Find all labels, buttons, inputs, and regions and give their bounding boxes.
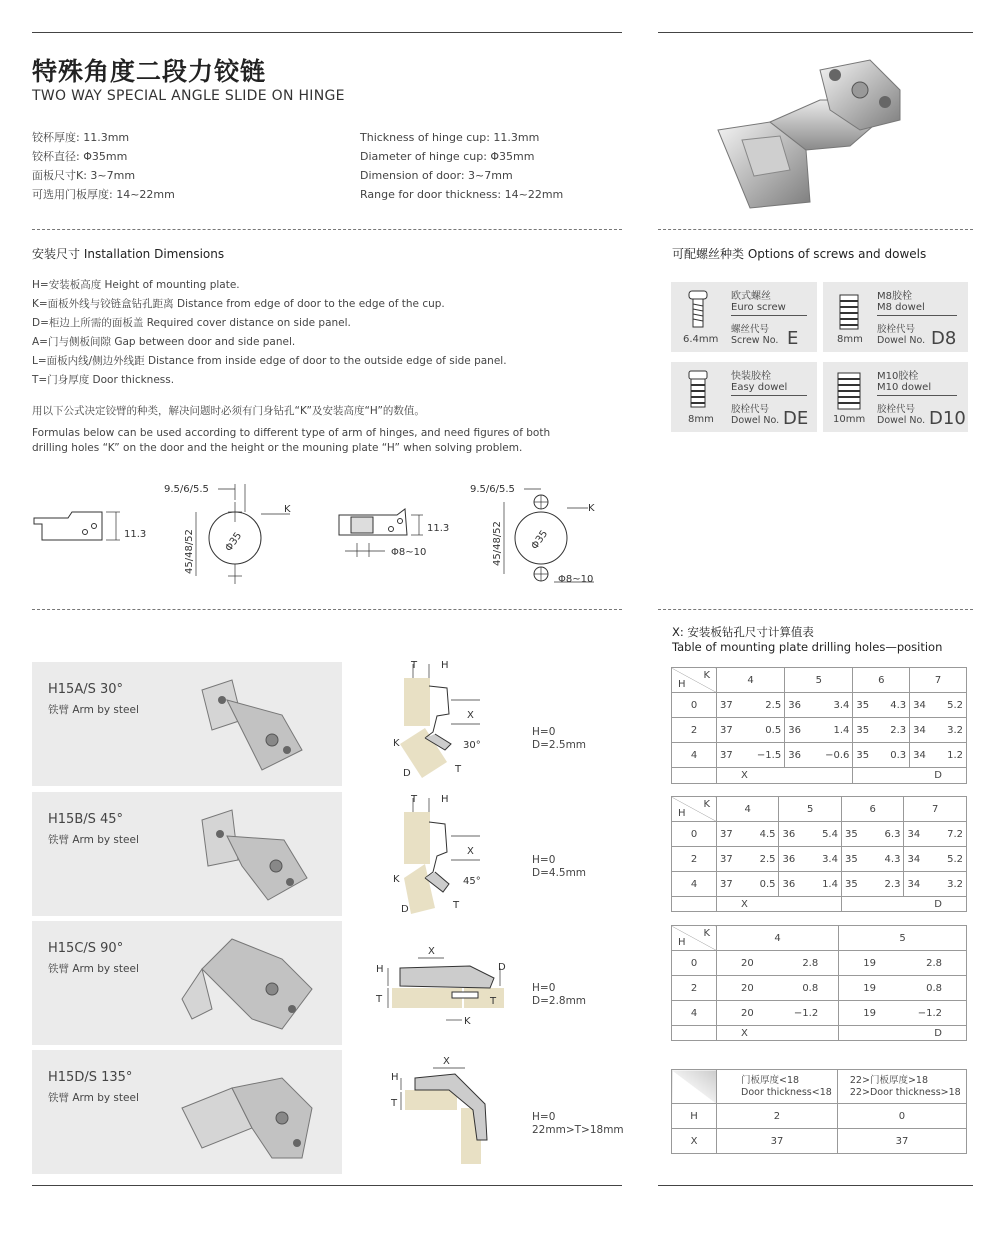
dim-phi35b: Φ35	[529, 528, 551, 552]
h-cell: 0	[672, 951, 717, 976]
table-footer-row	[672, 768, 967, 784]
m10-dowel-icon	[835, 372, 863, 410]
row-label: X	[672, 1129, 717, 1154]
code-label-en: Screw No.	[731, 335, 779, 346]
x-cell: 37	[717, 743, 743, 768]
screw-option-easy	[671, 362, 817, 432]
letter-t: T	[411, 794, 418, 805]
d-value: D=2.5mm	[532, 739, 587, 751]
k-col: 7	[904, 797, 967, 822]
screw-name-en: M10 dowel	[877, 382, 932, 393]
d-cell: 1.2	[936, 743, 967, 768]
product-h-d	[532, 854, 586, 880]
screw-size: 6.4mm	[683, 334, 719, 345]
hinge-photo-h15c	[172, 929, 332, 1039]
k-col: 5	[779, 797, 841, 822]
bottom-rule-left	[32, 1185, 622, 1186]
spec-line: 面板尺寸K: 3~7mm	[32, 169, 136, 182]
specs-en	[360, 128, 563, 204]
x-cell: 35	[853, 693, 879, 718]
x-cell: 36	[785, 693, 811, 718]
table-row	[672, 693, 967, 718]
screw-name	[877, 371, 957, 396]
table-title-en: Table of mounting plate drilling holes—position	[672, 640, 943, 654]
col-thin-cn: 门板厚度<18	[741, 1074, 800, 1086]
x-cell: 37	[717, 693, 743, 718]
angle-30: 30°	[463, 740, 481, 751]
col-thick	[837, 1070, 966, 1104]
screw-name-cn: 欧式螺丝	[731, 291, 771, 302]
product-arm: 铁臂 Arm by steel	[48, 834, 139, 846]
x-cell: 37	[717, 822, 746, 847]
easy-dowel-icon	[686, 370, 710, 410]
screw-code-label	[877, 404, 925, 426]
d-cell: 3.2	[936, 718, 967, 743]
x-cell: 37	[717, 718, 743, 743]
x-cell: 36	[785, 743, 811, 768]
d-cell: −1.5	[743, 743, 785, 768]
dim-11-3b: 11.3	[427, 523, 450, 534]
code-label-cn: 螺丝代号	[731, 324, 770, 335]
letter-k: K	[393, 874, 400, 885]
h-cell: 0	[672, 693, 717, 718]
d-label: D	[841, 897, 966, 912]
dim-k-b: K	[588, 503, 595, 514]
k-col: 4	[717, 797, 779, 822]
corner-cell	[672, 668, 717, 693]
table-row	[672, 718, 967, 743]
table-row	[672, 743, 967, 768]
h-cell: 4	[672, 872, 717, 897]
drilling-table-90	[671, 925, 967, 1041]
product-arm: 铁臂 Arm by steel	[48, 1092, 139, 1104]
d-label: D	[839, 1026, 967, 1041]
letter-h: H	[441, 794, 449, 805]
product-card-h15a	[32, 662, 342, 786]
screw-code-label	[731, 324, 778, 346]
value-cell: 37	[717, 1129, 838, 1154]
product-arm: 铁臂 Arm by steel	[48, 963, 139, 975]
drilling-table-30	[671, 667, 967, 784]
d-cell: 2.8	[895, 951, 967, 976]
x-cell: 35	[853, 743, 879, 768]
install-diagram-45	[385, 792, 495, 916]
h-value: H=0	[532, 726, 556, 738]
screw-option-euro	[671, 282, 817, 352]
x-cell: 36	[779, 822, 808, 847]
d-value: D=4.5mm	[532, 867, 587, 879]
screw-name	[877, 291, 957, 316]
definitions-list	[32, 276, 507, 390]
top-rule-left	[32, 32, 622, 33]
corner-cell	[672, 1070, 717, 1104]
product-model: H15B/S 45°	[48, 812, 124, 827]
value-cell: 37	[837, 1129, 966, 1154]
dim-45-48: 45/48/52	[184, 529, 195, 574]
divider	[32, 609, 622, 610]
screw-option-m8	[823, 282, 968, 352]
x-cell: 34	[904, 847, 933, 872]
d-cell: 4.3	[870, 847, 904, 872]
screw-name-en: Easy dowel	[731, 382, 788, 393]
dim-11-3: 11.3	[124, 529, 147, 540]
install-diagram-30	[385, 658, 495, 778]
code-label-en: Dowel No.	[731, 415, 780, 426]
d-cell: 0.8	[772, 976, 838, 1001]
x-cell: 20	[717, 951, 773, 976]
product-h-d	[532, 982, 586, 1008]
x-cell: 36	[785, 718, 811, 743]
x-cell: 35	[841, 847, 870, 872]
screw-name-cn: 快装胶栓	[731, 371, 771, 382]
d-cell: 7.2	[933, 822, 967, 847]
dim-9-5b: 9.5/6/5.5	[470, 484, 515, 495]
letter-t: T	[391, 1098, 398, 1109]
screw-name-en: M8 dowel	[877, 302, 925, 313]
table-row	[672, 976, 967, 1001]
screw-name	[731, 371, 807, 396]
note-en-line: drilling holes “K” on the door and the height or the mouning plate “H” when solving problem.	[32, 442, 523, 454]
d-cell: 0.5	[745, 872, 779, 897]
h-value: H=0	[532, 854, 556, 866]
d-label: D	[853, 768, 967, 784]
x-cell: 19	[839, 976, 895, 1001]
product-h-d	[532, 726, 586, 752]
screw-code: D10	[929, 408, 966, 429]
x-cell: 19	[839, 1001, 895, 1026]
page-title-cn: 特殊角度二段力铰链	[32, 57, 267, 86]
dim-phi8b: Φ8~10	[558, 574, 594, 585]
code-label-cn: 胶栓代号	[731, 404, 770, 415]
h-label: H	[678, 808, 686, 819]
letter-k: K	[393, 738, 400, 749]
x-cell: 34	[910, 693, 936, 718]
h-cell: 2	[672, 718, 717, 743]
table-row	[672, 1129, 967, 1154]
screw-name-cn: M10胶栓	[877, 371, 919, 382]
spec-line: Diameter of hinge cup: Φ35mm	[360, 150, 535, 163]
divider	[658, 609, 973, 610]
hinge-photo-h15b	[172, 800, 332, 910]
spec-line: Thickness of hinge cup: 11.3mm	[360, 131, 540, 144]
hinge-photo-h15a	[172, 670, 332, 780]
k-label: K	[703, 928, 710, 939]
x-cell: 36	[779, 847, 808, 872]
x-cell: 35	[841, 872, 870, 897]
x-cell: 20	[717, 1001, 773, 1026]
corner-cell	[672, 797, 717, 822]
value-cell: 2	[717, 1104, 838, 1129]
d-cell: 2.3	[870, 872, 904, 897]
spec-line: 可选用门板厚度: 14~22mm	[32, 188, 175, 201]
screw-code-label	[731, 404, 779, 426]
h-label: H	[678, 937, 686, 948]
d-cell: 0.5	[743, 718, 785, 743]
x-cell: 34	[910, 743, 936, 768]
x-cell: 20	[717, 976, 773, 1001]
definition-item: H=安装板高度 Height of mounting plate.	[32, 279, 240, 291]
h-label: H	[678, 679, 686, 690]
letter-x: X	[428, 946, 435, 957]
letter-h: H	[391, 1072, 399, 1083]
x-label: X	[717, 768, 853, 784]
table-row	[672, 951, 967, 976]
d-cell: 5.2	[936, 693, 967, 718]
top-rule-right	[658, 32, 973, 33]
k-col: 6	[853, 668, 910, 693]
drilling-table-45	[671, 796, 967, 912]
letter-h: H	[376, 964, 384, 975]
spec-line: Dimension of door: 3~7mm	[360, 169, 513, 182]
cup-top-drawing-1	[160, 480, 310, 590]
x-cell: 35	[853, 718, 879, 743]
table-footer-row	[672, 897, 967, 912]
cup-side-drawing-2	[335, 505, 475, 565]
note-en	[32, 426, 550, 456]
install-diagram-135	[385, 1050, 505, 1170]
letter-h: H	[441, 660, 449, 671]
code-label-en: Dowel No.	[877, 415, 926, 426]
table-row	[672, 1001, 967, 1026]
screw-name-cn: M8胶栓	[877, 291, 912, 302]
h-cell: 4	[672, 1001, 717, 1026]
d-cell: −1.2	[772, 1001, 838, 1026]
cup-side-drawing-1	[30, 500, 160, 560]
d-cell: 4.3	[879, 693, 910, 718]
h-cell: 2	[672, 847, 717, 872]
specs-cn	[32, 128, 175, 204]
x-cell: 34	[904, 822, 933, 847]
screws-heading: 可配螺丝种类 Options of screws and dowels	[672, 247, 927, 261]
x-label: X	[717, 1026, 839, 1041]
d-cell: −1.2	[895, 1001, 967, 1026]
d-cell: 4.5	[745, 822, 779, 847]
d-cell: 0.8	[895, 976, 967, 1001]
col-thick-en: 22>Door thickness>18	[849, 1086, 961, 1098]
note-cn: 用以下公式决定铰臂的种类，解决问题时必须有门身钻孔“K”及安装高度“H”的数值。	[32, 405, 425, 417]
definition-item: L=面板内线/侧边外线距 Distance from inside edge of door to the outside edge of side panel.	[32, 355, 507, 367]
letter-x: X	[467, 846, 474, 857]
screw-size: 8mm	[837, 334, 863, 345]
k-col: 5	[785, 668, 853, 693]
d-cell: −0.6	[811, 743, 853, 768]
k-label: K	[703, 799, 710, 810]
product-arm: 铁臂 Arm by steel	[48, 704, 139, 716]
col-thick-cn: 22>门板厚度>18	[849, 1074, 928, 1086]
k-col: 4	[717, 926, 839, 951]
definition-item: D=柜边上所需的面板盖 Required cover distance on side panel.	[32, 317, 351, 329]
letter-d: D	[401, 904, 409, 915]
product-model: H15D/S 135°	[48, 1070, 133, 1085]
table-header-row	[672, 926, 967, 951]
letter-k: K	[464, 1016, 471, 1027]
letter-t: T	[376, 994, 383, 1005]
letter-t2: T	[453, 900, 460, 911]
code-label-cn: 胶栓代号	[877, 324, 916, 335]
table-row	[672, 847, 967, 872]
screw-option-m10	[823, 362, 968, 432]
spec-line: 铰杯直径: Φ35mm	[32, 150, 128, 163]
x-cell: 34	[904, 872, 933, 897]
letter-d: D	[498, 962, 506, 973]
screw-size: 10mm	[833, 414, 866, 425]
letter-t2: T	[455, 764, 462, 775]
d-cell: 2.5	[743, 693, 785, 718]
x-label: X	[717, 897, 842, 912]
table-row	[672, 1104, 967, 1129]
table-title	[672, 625, 942, 655]
screw-size: 8mm	[688, 414, 714, 425]
table-footer-row	[672, 1026, 967, 1041]
h-cell: 2	[672, 976, 717, 1001]
m8-dowel-icon	[837, 294, 861, 330]
dim-phi35: Φ35	[223, 530, 245, 554]
code-label-cn: 胶栓代号	[877, 404, 916, 415]
x-cell: 37	[717, 872, 746, 897]
k-col: 6	[841, 797, 903, 822]
row-label: H	[672, 1104, 717, 1129]
note-en-line: Formulas below can be used according to different type of arm of hinges, and need figures of both	[32, 427, 551, 439]
table-row	[672, 822, 967, 847]
install-diagram-90	[370, 940, 515, 1030]
spec-line: Range for door thickness: 14~22mm	[360, 188, 564, 201]
code-label-en: Dowel No.	[877, 335, 926, 346]
screw-code-label	[877, 324, 925, 346]
d-cell: 3.4	[811, 693, 853, 718]
spec-line: 铰杯厚度: 11.3mm	[32, 131, 130, 144]
product-model: H15A/S 30°	[48, 682, 124, 697]
h-cell: 4	[672, 743, 717, 768]
page-title-en: TWO WAY SPECIAL ANGLE SLIDE ON HINGE	[32, 88, 345, 104]
table-header-row	[672, 1070, 967, 1104]
table-header-row	[672, 797, 967, 822]
table-row	[672, 872, 967, 897]
d-cell: 2.8	[772, 951, 838, 976]
h-cell: 0	[672, 822, 717, 847]
product-h-d	[532, 1111, 624, 1137]
hinge-photo-h15d	[172, 1058, 332, 1168]
product-model: H15C/S 90°	[48, 941, 124, 956]
k-col: 5	[839, 926, 967, 951]
value-cell: 0	[837, 1104, 966, 1129]
d-cell: 2.5	[745, 847, 779, 872]
k-label: K	[703, 670, 710, 681]
definition-item: K=面板外线与铰链盒钻孔距离 Distance from edge of door to the edge of the cup.	[32, 298, 445, 310]
col-thin	[717, 1070, 838, 1104]
d-value: 22mm>T>18mm	[532, 1124, 624, 1136]
product-card-h15c	[32, 921, 342, 1045]
euro-screw-icon	[686, 290, 710, 330]
letter-t: T	[411, 660, 418, 671]
x-cell: 19	[839, 951, 895, 976]
divider	[658, 229, 973, 230]
product-card-h15b	[32, 792, 342, 916]
d-cell: 1.4	[811, 718, 853, 743]
screw-name	[731, 291, 807, 316]
table-title-cn: X: 安装板钻孔尺寸计算值表	[672, 625, 814, 639]
dim-phi8: Φ8~10	[391, 547, 427, 558]
k-col: 7	[910, 668, 967, 693]
d-cell: 3.2	[933, 872, 967, 897]
d-cell: 0.3	[879, 743, 910, 768]
col-thin-en: Door thickness<18	[741, 1086, 832, 1098]
x-cell: 34	[910, 718, 936, 743]
letter-x: X	[467, 710, 474, 721]
letter-x: X	[443, 1056, 450, 1067]
installation-heading: 安装尺寸 Installation Dimensions	[32, 247, 225, 261]
angle-45: 45°	[463, 876, 481, 887]
dim-k: K	[284, 504, 291, 515]
product-card-h15d	[32, 1050, 342, 1174]
dim-9-5: 9.5/6/5.5	[164, 484, 209, 495]
corner-cell	[672, 926, 717, 951]
d-cell: 3.4	[808, 847, 842, 872]
definition-item: A=门与侧板间隙 Gap between door and side panel.	[32, 336, 296, 348]
table-header-row	[672, 668, 967, 693]
divider	[32, 229, 622, 230]
x-cell: 37	[717, 847, 746, 872]
screw-code: D8	[931, 328, 957, 349]
cup-top-drawing-2	[466, 480, 616, 590]
hinge-photo-main	[710, 50, 920, 210]
d-cell: 5.2	[933, 847, 967, 872]
letter-d: D	[403, 768, 411, 778]
d-cell: 2.3	[879, 718, 910, 743]
d-cell: 5.4	[808, 822, 842, 847]
bottom-rule-right	[658, 1185, 973, 1186]
h-value: H=0	[532, 1111, 556, 1123]
letter-t2: T	[490, 996, 497, 1007]
h-value: H=0	[532, 982, 556, 994]
x-cell: 35	[841, 822, 870, 847]
definition-item: T=门身厚度 Door thickness.	[32, 374, 175, 386]
dim-45-48b: 45/48/52	[492, 521, 503, 566]
d-cell: 1.4	[808, 872, 842, 897]
x-cell: 36	[779, 872, 808, 897]
d-value: D=2.8mm	[532, 995, 587, 1007]
d-cell: 6.3	[870, 822, 904, 847]
k-col: 4	[717, 668, 785, 693]
screw-code: DE	[783, 408, 809, 429]
door-thickness-table	[671, 1069, 967, 1154]
screw-name-en: Euro screw	[731, 302, 786, 313]
screw-code: E	[787, 328, 799, 349]
